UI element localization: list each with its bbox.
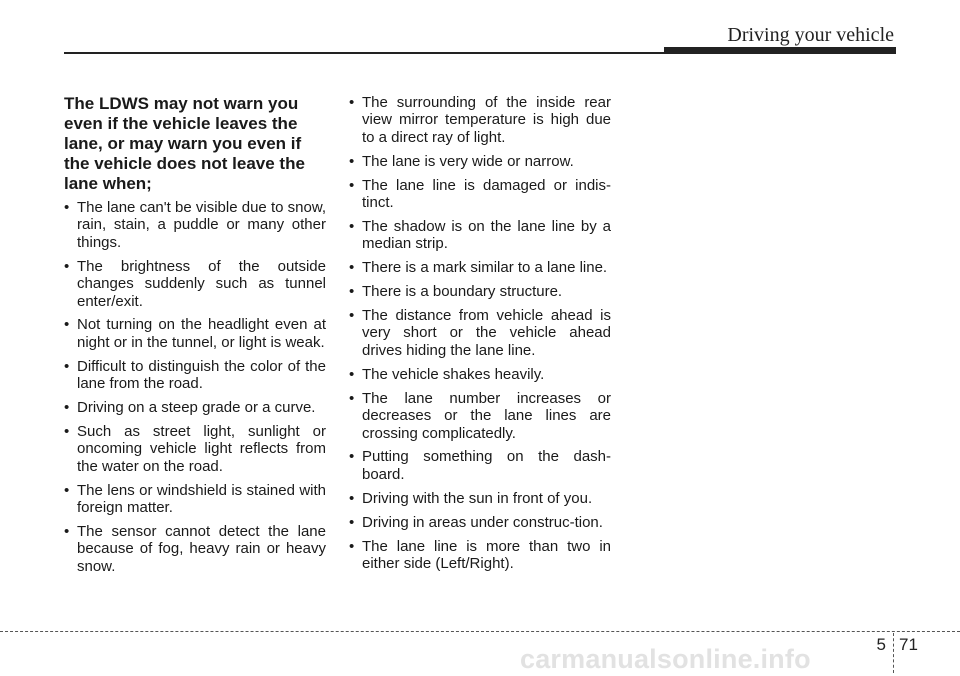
bullet-icon: • <box>64 481 70 499</box>
list-item-text: Such as street light, sunlight or oncoming vehicle light reflects from the water on the road. <box>77 422 326 475</box>
right-column <box>349 94 611 579</box>
list-item <box>349 448 611 483</box>
list-item-text: The lane number increases or decreases or the lane lines are crossing complicatedly. <box>362 389 611 442</box>
list-item <box>349 259 611 276</box>
list-item <box>349 153 611 170</box>
header-rule <box>64 52 664 54</box>
list-item-text: The surrounding of the inside rear view mirror temperature is high due to a direct ray of light. <box>362 94 611 146</box>
list-item-text: The lane line is damaged or indis-tinct. <box>362 176 611 212</box>
list-item-text: There is a boundary structure. <box>362 283 563 301</box>
bullet-icon: • <box>349 307 355 325</box>
bullet-icon: • <box>64 357 70 375</box>
list-item-text: Difficult to distinguish the color of the lane from the road. <box>77 357 326 393</box>
list-item <box>64 316 326 351</box>
list-item <box>349 177 611 212</box>
list-item <box>349 538 611 573</box>
list-item <box>64 258 326 310</box>
bullet-icon: • <box>349 152 355 170</box>
list-item-text: There is a mark similar to a lane line. <box>362 259 608 277</box>
list-item-text: The distance from vehicle ahead is very short or the vehicle ahead drives hiding the lane line. <box>362 307 611 359</box>
list-item <box>64 482 326 517</box>
page-number-divider <box>893 633 894 673</box>
list-item <box>349 218 611 253</box>
list-item <box>64 399 326 416</box>
header-rule-accent <box>664 47 896 54</box>
bullet-icon: • <box>349 537 355 555</box>
list-item <box>349 514 611 531</box>
list-item-text: The brightness of the outside changes suddenly such as tunnel enter/exit. <box>77 257 326 310</box>
list-item <box>349 366 611 383</box>
bullet-icon: • <box>349 176 355 194</box>
list-item-text: Driving in areas under construc-tion. <box>362 513 603 531</box>
list-item-text: Not turning on the headlight even at night or in the tunnel, or light is weak. <box>77 316 326 351</box>
bullet-icon: • <box>64 399 70 417</box>
watermark: carmanualsonline.info <box>520 644 811 674</box>
list-item-text: The lane line is more than two in either side (Left/Right). <box>362 537 611 572</box>
bullet-icon: • <box>349 283 355 301</box>
list-item-text: The lane is very wide or narrow. <box>362 152 574 170</box>
list-item <box>349 490 611 507</box>
list-item <box>64 199 326 251</box>
section-title: Driving your vehicle <box>727 24 894 46</box>
bullet-icon: • <box>349 448 355 466</box>
list-item <box>349 283 611 300</box>
list-item <box>64 523 326 575</box>
left-bullet-list <box>64 199 326 575</box>
list-item-text: The lens or windshield is stained with foreign matter. <box>77 481 326 517</box>
bullet-icon: • <box>64 199 70 216</box>
bullet-icon: • <box>349 259 355 277</box>
list-item-text: Driving on a steep grade or a curve. <box>77 399 316 417</box>
list-item <box>349 307 611 359</box>
bullet-icon: • <box>349 94 355 111</box>
list-item-text: The sensor cannot detect the lane because of fog, heavy rain or heavy snow. <box>77 523 326 575</box>
list-item-text: Putting something on the dash-board. <box>362 448 611 483</box>
list-item-text: The vehicle shakes heavily. <box>362 365 545 383</box>
list-item-text: The lane can't be visible due to snow, rain, stain, a puddle or many other things. <box>77 199 326 251</box>
list-item <box>349 390 611 442</box>
bullet-icon: • <box>64 316 70 334</box>
list-item <box>64 423 326 475</box>
list-item-text: Driving with the sun in front of you. <box>362 489 593 507</box>
left-column <box>64 94 326 582</box>
list-item <box>64 358 326 393</box>
bullet-icon: • <box>64 257 70 275</box>
list-item <box>349 94 611 146</box>
bullet-icon: • <box>64 523 70 540</box>
warning-heading: The LDWS may not warn you even if the vehicle leaves the lane, or may warn you even if the vehicle does not leave the lane when; <box>64 94 305 193</box>
footer-rule <box>0 631 960 632</box>
chapter-number: 5 <box>876 635 886 654</box>
bullet-icon: • <box>349 389 355 407</box>
right-bullet-list <box>349 94 611 572</box>
bullet-icon: • <box>349 365 355 383</box>
bullet-icon: • <box>349 217 355 235</box>
page-number: 71 <box>899 635 918 654</box>
bullet-icon: • <box>349 489 355 507</box>
list-item-text: The shadow is on the lane line by a median strip. <box>362 217 611 253</box>
bullet-icon: • <box>349 513 355 531</box>
bullet-icon: • <box>64 422 70 440</box>
